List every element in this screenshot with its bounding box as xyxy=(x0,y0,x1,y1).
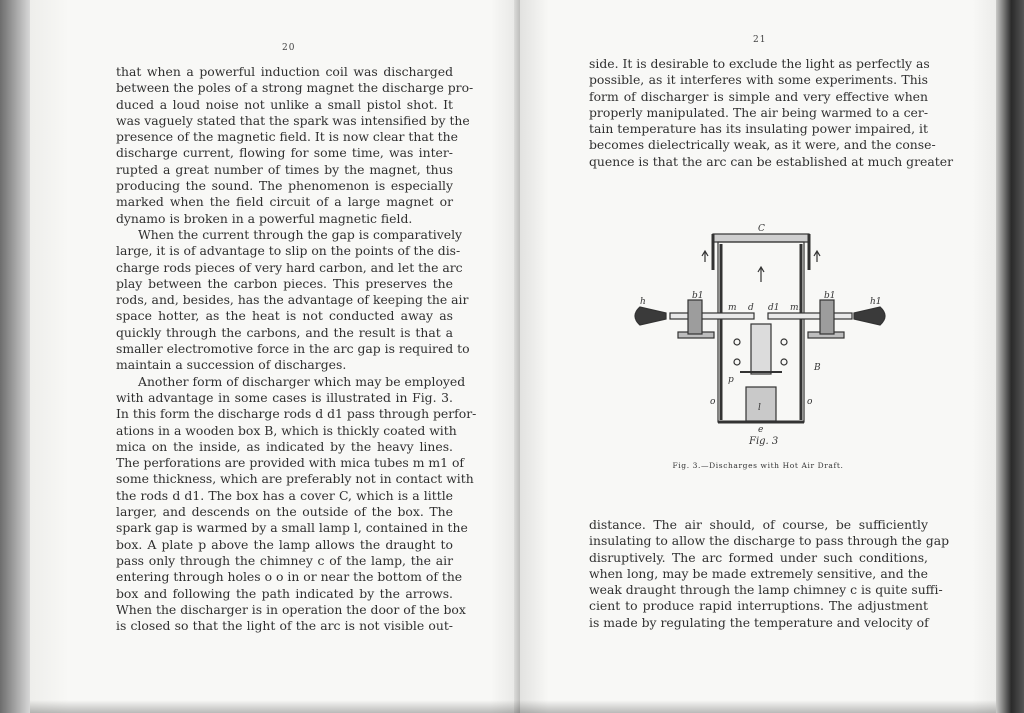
text-line: between the poles of a strong magnet the discharge pro- xyxy=(116,80,474,96)
left-page xyxy=(30,0,520,713)
text-line: ations in a wooden box B, which is thickly coated with xyxy=(116,422,457,438)
label-o-right: o xyxy=(807,397,813,407)
hole-2 xyxy=(781,339,787,345)
text-line: when long, may be made extremely sensitive, and the xyxy=(589,565,928,581)
label-h: h xyxy=(640,297,646,307)
scan-edge-left xyxy=(0,0,30,713)
label-c: C xyxy=(758,224,765,234)
page-number-right: 21 xyxy=(753,35,767,45)
text-line: producing the sound. The phenomenon is especially xyxy=(116,178,453,194)
text-line: space hotter, as the heat is not conducted away as xyxy=(116,308,453,324)
binding-post-left xyxy=(688,300,702,334)
rod-d1 xyxy=(768,313,852,319)
label-m: m xyxy=(728,303,737,313)
text-line: that when a powerful induction coil was discharged xyxy=(116,64,453,79)
text-line: weak draught through the lamp chimney c is quite suffi- xyxy=(589,582,943,598)
text-line: smaller electromotive force in the arc gap is required to xyxy=(116,341,470,357)
text-line: When the current through the gap is comparatively xyxy=(138,226,463,242)
arrow-center xyxy=(758,267,764,282)
text-line: play between the carbon pieces. This preserves the xyxy=(116,275,453,291)
binding-post-right xyxy=(820,300,834,334)
figure-caption: Fig. 3.—Discharges with Hot Air Draft. xyxy=(672,461,844,470)
right-page-body-bottom xyxy=(589,517,950,631)
label-d: d xyxy=(748,303,754,313)
text-line: presence of the magnetic field. It is now clear that the xyxy=(116,129,458,145)
text-line: large, it is of advantage to slip on the points of the dis- xyxy=(116,243,461,259)
page-number-left: 20 xyxy=(282,43,296,53)
figure-label: Fig. 3 xyxy=(749,436,779,447)
text-line: mica on the inside, as indicated by the heavy lines. xyxy=(116,438,453,454)
text-line: charge rods pieces of very hard carbon, and let the arc xyxy=(116,259,463,275)
right-page xyxy=(520,0,996,713)
hole-4 xyxy=(781,359,787,365)
label-m1: m1 xyxy=(790,303,805,313)
text-line: possible, as it interferes with some experiments. This xyxy=(589,72,928,88)
left-page-body xyxy=(116,64,477,634)
text-line: In this form the discharge rods d d1 pass through perfor- xyxy=(116,406,477,422)
hole-3 xyxy=(734,359,740,365)
text-line: tain temperature has its insulating power impaired, it xyxy=(589,121,928,137)
text-line: Another form of discharger which may be employed xyxy=(138,373,466,389)
text-line: maintain a succession of discharges. xyxy=(116,357,347,373)
text-line: disruptively. The arc formed under such conditions, xyxy=(589,549,928,565)
text-line: some thickness, which are preferably not in contact with xyxy=(116,471,474,487)
text-line: box and following the path indicated by the arrows. xyxy=(116,585,453,601)
text-line: pass only through the chimney c of the lamp, the air xyxy=(116,552,453,568)
text-line: form of discharger is simple and very effective when xyxy=(589,88,928,104)
cover-c xyxy=(713,234,809,242)
text-line: is made by regulating the temperature and velocity of xyxy=(589,614,929,630)
text-line: is closed so that the light of the arc is not visible out- xyxy=(116,618,453,634)
text-line: quence is that the arc can be established at much greater xyxy=(589,153,953,169)
label-l: l xyxy=(758,403,761,413)
lamp-l xyxy=(746,387,776,421)
arrow-right xyxy=(814,251,820,262)
text-line: spark gap is warmed by a small lamp l, contained in the xyxy=(116,520,468,536)
text-line: the rods d d1. The box has a cover C, which is a little xyxy=(116,487,453,503)
right-page-body-top xyxy=(589,56,953,170)
label-p: p xyxy=(728,375,734,385)
label-h1: h1 xyxy=(870,297,882,307)
label-e: e xyxy=(758,425,764,435)
text-line: side. It is desirable to exclude the light as perfectly as xyxy=(589,56,930,71)
text-line: cient to produce rapid interruptions. The adjustment xyxy=(589,598,928,614)
hole-1 xyxy=(734,339,740,345)
text-line: properly manipulated. The air being warmed to a cer- xyxy=(589,104,928,120)
knob-h xyxy=(635,307,666,325)
label-b: B xyxy=(814,363,821,373)
text-line: The perforations are provided with mica tubes m m1 of xyxy=(116,455,465,471)
text-line: rupted a great number of times by the magnet, thus xyxy=(116,161,453,177)
scan-shadow-bottom xyxy=(30,700,996,713)
scan-edge-right xyxy=(996,0,1024,713)
label-d1: d1 xyxy=(768,303,780,313)
rod-d xyxy=(670,313,754,319)
knob-h1 xyxy=(854,307,885,325)
text-line: dynamo is broken in a powerful magnetic field. xyxy=(116,210,413,226)
text-line: becomes dielectrically weak, as it were, and the conse- xyxy=(589,137,936,153)
chimney-c xyxy=(751,324,771,374)
text-line: discharge current, flowing for some time, was inter- xyxy=(116,145,453,161)
arrow-left xyxy=(702,251,708,262)
label-o-left: o xyxy=(710,397,716,407)
fig3-discharger-illustration xyxy=(630,222,890,452)
text-line: distance. The air should, of course, be sufficiently xyxy=(589,517,928,532)
text-line: insulating to allow the discharge to pass through the gap xyxy=(589,533,950,549)
text-line: box. A plate p above the lamp allows the draught to xyxy=(116,536,453,552)
text-line: When the discharger is in operation the door of the box xyxy=(116,601,466,617)
text-line: entering through holes o o in or near the bottom of the xyxy=(116,569,463,585)
text-line: quickly through the carbons, and the result is that a xyxy=(116,324,453,340)
text-line: larger, and descends on the outside of the box. The xyxy=(116,504,453,520)
text-line: was vaguely stated that the spark was intensified by the xyxy=(116,112,470,128)
label-b1-right: b1 xyxy=(824,291,836,301)
text-line: duced a loud noise not unlike a small pistol shot. It xyxy=(116,96,453,112)
text-line: with advantage in some cases is illustrated in Fig. 3. xyxy=(116,389,453,405)
text-line: marked when the field circuit of a large magnet or xyxy=(116,194,453,210)
text-line: rods, and, besides, has the advantage of keeping the air xyxy=(116,292,469,308)
label-b1-left: b1 xyxy=(692,291,704,301)
